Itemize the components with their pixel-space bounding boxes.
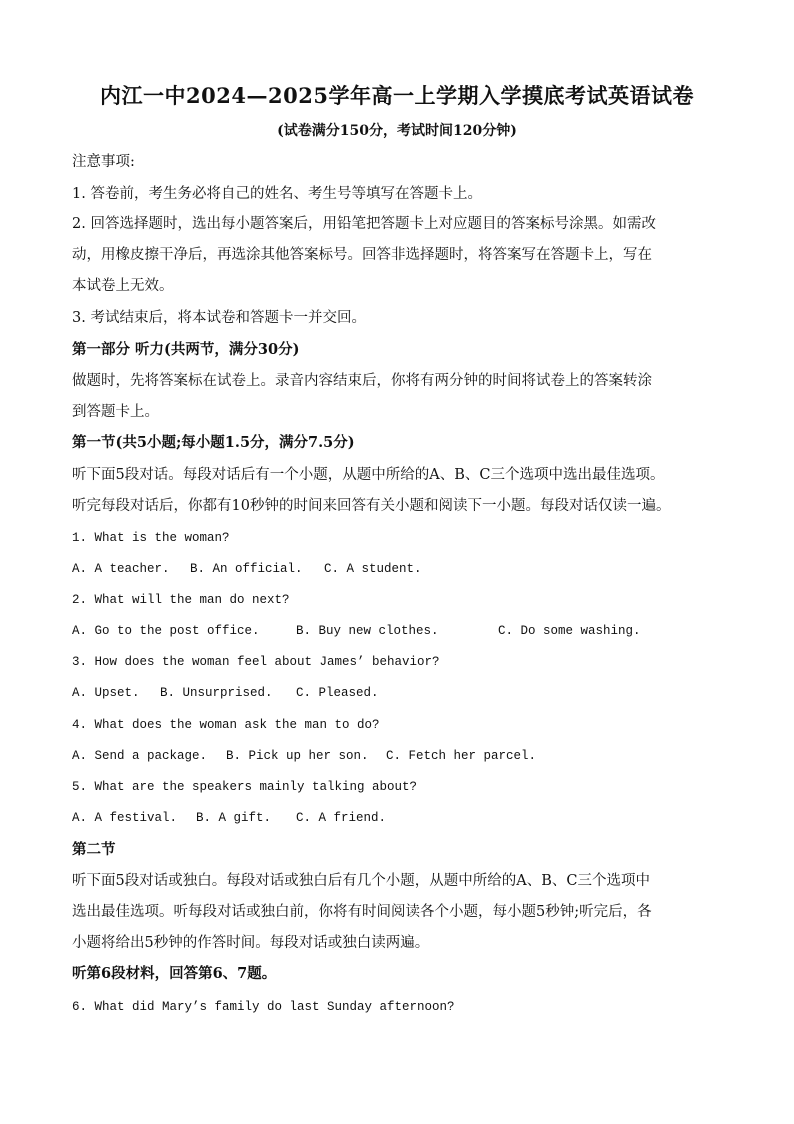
question-stem-6: 6. What did Mary’s family do last Sunday afternoon? <box>72 1000 455 1014</box>
section2-heading: 第二节 <box>72 841 116 858</box>
question-stem-3: 3. How does the woman feel about James’ behavior? <box>72 655 440 669</box>
option-b: B. An official. <box>190 562 303 576</box>
option-b: B. Unsurprised. <box>160 686 273 700</box>
option-c: C. A friend. <box>296 811 387 825</box>
option-a: A. A teacher. <box>72 562 170 576</box>
part1-intro-line: 做题时，先将答案标在试卷上。录音内容结束后，你将有两分钟的时间将试卷上的答案转涂 <box>72 373 652 389</box>
notice-item: 3. 考试结束后，将本试卷和答题卡一并交回。 <box>72 310 366 326</box>
option-c: C. A student. <box>324 562 422 576</box>
section1-heading: 第一节(共5小题;每小题1.5分，满分7.5分) <box>72 434 355 451</box>
option-c: C. Fetch her parcel. <box>386 749 537 763</box>
question-stem-2: 2. What will the man do next? <box>72 593 290 607</box>
option-a: A. Go to the post office. <box>72 624 260 638</box>
section1-intro-line: 听完每段对话后，你都有10秒钟的时间来回答有关小题和阅读下一小题。每段对话仅读一遍。 <box>72 498 671 514</box>
option-a: A. Upset. <box>72 686 140 700</box>
option-c: C. Pleased. <box>296 686 379 700</box>
part1-heading: 第一部分 听力(共两节，满分30分) <box>72 341 300 358</box>
option-b: B. Pick up her son. <box>226 749 369 763</box>
option-b: B. A gift. <box>196 811 272 825</box>
question-stem-1: 1. What is the woman? <box>72 531 230 545</box>
part1-intro-line: 到答题卡上。 <box>72 404 159 420</box>
section1-intro-line: 听下面5段对话。每段对话后有一个小题，从题中所给的A、B、C三个选项中选出最佳选项。 <box>72 467 665 483</box>
option-a: A. A festival. <box>72 811 178 825</box>
option-b: B. Buy new clothes. <box>296 624 439 638</box>
notice-heading: 注意事项: <box>72 154 135 170</box>
notice-item: 动，用橡皮擦干净后，再选涂其他答案标号。回答非选择题时，将答案写在答题卡上，写在 <box>72 247 652 263</box>
section2-intro-line: 选出最佳选项。听每段对话或独白前，你将有时间阅读各个小题，每小题5秒钟;听完后，各 <box>72 904 652 920</box>
option-c: C. Do some washing. <box>498 624 641 638</box>
material-heading: 听第6段材料，回答第6、7题。 <box>72 965 277 982</box>
notice-item: 本试卷上无效。 <box>72 278 174 294</box>
notice-item: 1. 答卷前，考生务必将自己的姓名、考生号等填写在答题卡上。 <box>72 186 482 202</box>
question-stem-4: 4. What does the woman ask the man to do? <box>72 718 380 732</box>
exam-title: 内江一中2024—2025学年高一上学期入学摸底考试英语试卷 <box>100 83 694 108</box>
section2-intro-line: 小题将给出5秒钟的作答时间。每段对话或独白读两遍。 <box>72 935 430 951</box>
notice-item: 2. 回答选择题时，选出每小题答案后，用铅笔把答题卡上对应题目的答案标号涂黑。如需改 <box>72 216 656 232</box>
section2-intro-line: 听下面5段对话或独白。每段对话或独白后有几个小题，从题中所给的A、B、C三个选项中 <box>72 873 650 889</box>
question-stem-5: 5. What are the speakers mainly talking about? <box>72 780 418 794</box>
exam-subtitle: (试卷满分150分，考试时间120分钟) <box>277 123 517 139</box>
option-a: A. Send a package. <box>72 749 208 763</box>
